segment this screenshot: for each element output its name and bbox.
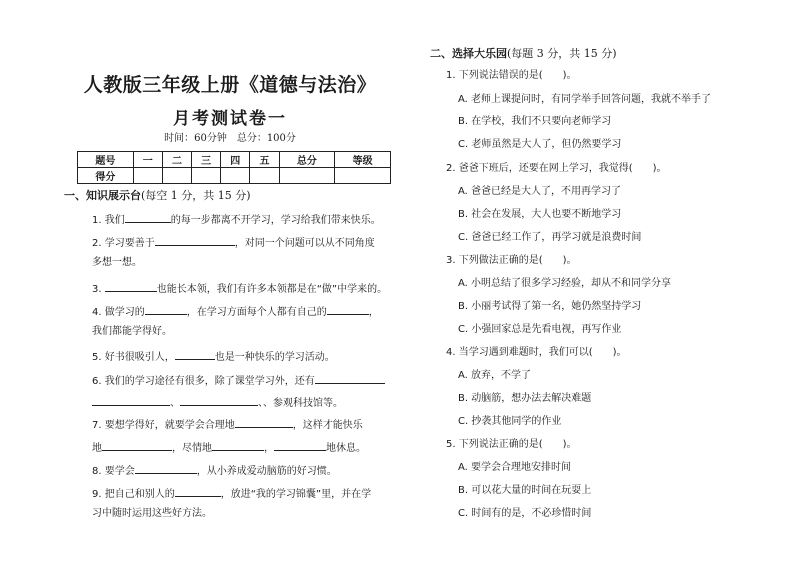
choice-option[interactable]: C. 抄袭其他同学的作业: [458, 416, 562, 427]
score-header-cell: 二: [162, 152, 191, 168]
choice-option[interactable]: C. 爸爸已经工作了，再学习就是浪费时间: [458, 232, 642, 243]
q-text: ，从小养成爱动脑筋的好习惯。: [196, 466, 337, 477]
choice-option[interactable]: C. 时间有的是，不必珍惜时间: [458, 508, 592, 519]
fill-question-4-cont: [92, 325, 172, 339]
q-text: 、: [170, 398, 180, 409]
q-text: 多想一想。: [92, 257, 142, 268]
answer-blank[interactable]: [175, 348, 215, 360]
fill-question-8: [92, 462, 337, 479]
score-row-label: 得分: [78, 168, 134, 184]
answer-blank[interactable]: [274, 439, 326, 451]
choice-option[interactable]: B. 社会在发展，大人也要不断地学习: [458, 209, 622, 220]
score-cell[interactable]: [221, 168, 250, 184]
q-text: 也是一种快乐的学习活动。: [214, 352, 335, 363]
answer-blank[interactable]: [92, 394, 170, 406]
q-text: ，尽情地: [172, 443, 212, 454]
score-cell[interactable]: [162, 168, 191, 184]
choice-option[interactable]: A. 放弃，不学了: [458, 370, 532, 381]
score-cell[interactable]: [192, 168, 221, 184]
fill-question-1: [92, 211, 381, 228]
choice-question-stem: 5. 下列说法正确的是( )。: [446, 439, 577, 450]
choice-option[interactable]: B. 动脑筋，想办法去解决难题: [458, 393, 592, 404]
q-text: 3.: [92, 284, 105, 295]
fill-question-9-cont: [92, 507, 212, 521]
answer-blank[interactable]: [175, 485, 221, 497]
section2-heading: [430, 45, 617, 61]
score-header-cell: 三: [192, 152, 221, 168]
choice-question-stem: 3. 下列做法正确的是( )。: [446, 255, 577, 266]
choice-option[interactable]: A. 爸爸已经是大人了，不用再学习了: [458, 186, 622, 197]
answer-blank[interactable]: [315, 372, 385, 384]
score-header-cell: 总分: [279, 152, 335, 168]
section1-title: 一、知识展示台: [64, 189, 141, 202]
score-table-header-row: [78, 152, 391, 168]
fill-question-6: [92, 372, 385, 389]
fill-question-2: [92, 234, 375, 251]
choice-option[interactable]: B. 小丽考试得了第一名，她仍然坚持学习: [458, 301, 642, 312]
score-cell[interactable]: [133, 168, 162, 184]
answer-blank[interactable]: [180, 394, 258, 406]
answer-blank[interactable]: [155, 234, 235, 246]
score-header-cell: 等级: [335, 152, 391, 168]
fill-question-3: [92, 280, 387, 297]
choice-option[interactable]: A. 老师上课提问时，有同学举手回答问题，我就不举手了: [458, 94, 712, 105]
section2-note: (每题 3 分，共 15 分): [507, 47, 617, 60]
score-table: [77, 151, 391, 184]
section1-heading: [64, 187, 251, 203]
q-text: ，这样才能快乐: [292, 420, 363, 431]
q-text: ，对同一个问题可以从不同角度: [234, 238, 375, 249]
score-cell[interactable]: [250, 168, 279, 184]
answer-blank[interactable]: [102, 439, 172, 451]
choice-option[interactable]: B. 可以花大量的时间在玩耍上: [458, 485, 592, 496]
score-header-cell: 五: [250, 152, 279, 168]
q-text: 6. 我们的学习途径有很多，除了课堂学习外，还有: [92, 376, 315, 387]
choice-option[interactable]: A. 小明总结了很多学习经验，却从不和同学分享: [458, 278, 672, 289]
fill-question-4: [92, 303, 379, 320]
choice-question-stem: 1. 下列说法错误的是( )。: [446, 70, 577, 81]
score-table-score-row: [78, 168, 391, 184]
answer-blank[interactable]: [235, 416, 293, 428]
choice-question-stem: 4. 当学习遇到难题时，我们可以( )。: [446, 347, 627, 358]
score-cell[interactable]: [335, 168, 391, 184]
q-text: 7. 要想学得好，就要学会合理地: [92, 420, 235, 431]
score-header-cell: 一: [133, 152, 162, 168]
q-text: 9. 把自己和别人的: [92, 489, 175, 500]
q-text: 也能长本领，我们有许多本领都是在“做”中学来的。: [156, 284, 388, 295]
q-text: 5. 好书很吸引人，: [92, 352, 175, 363]
choice-option[interactable]: C. 老师虽然是大人了，但仍然要学习: [458, 139, 622, 150]
exam-subtitle: 月考测试卷一: [173, 109, 287, 129]
q-text: ，: [368, 307, 379, 318]
choice-option[interactable]: C. 小强回家总是先看电视，再写作业: [458, 324, 622, 335]
answer-blank[interactable]: [327, 303, 369, 315]
q-text: 的每一步都离不开学习，学习给我们带来快乐。: [170, 215, 381, 226]
choice-question-stem: 2. 爸爸下班后，还要在网上学习，我觉得( )。: [446, 163, 667, 174]
fill-question-6-cont: [92, 394, 343, 411]
fill-question-7: [92, 416, 363, 433]
score-header-cell: 四: [221, 152, 250, 168]
answer-blank[interactable]: [145, 303, 187, 315]
score-header-cell: 题号: [78, 152, 134, 168]
q-text: 习中随时运用这些好方法。: [92, 508, 212, 519]
q-text: 4. 做学习的: [92, 307, 145, 318]
fill-question-2-cont: [92, 256, 142, 270]
fill-question-9: [92, 485, 371, 502]
fill-question-7-cont: [92, 439, 366, 456]
answer-blank[interactable]: [125, 211, 171, 223]
q-text: 2. 学习要善于: [92, 238, 155, 249]
exam-info: 时间：60分钟 总分：100分: [164, 133, 296, 144]
section2-title: 二、选择大乐园: [430, 47, 507, 60]
q-text: 我们都能学得好。: [92, 326, 172, 337]
q-text: 1. 我们: [92, 215, 125, 226]
exam-title: 人教版三年级上册《道德与法治》: [83, 74, 377, 96]
q-text: 8. 要学会: [92, 466, 135, 477]
q-text: 、: [258, 398, 263, 409]
answer-blank[interactable]: [212, 439, 264, 451]
q-text: ，在学习方面每个人都有自己的: [186, 307, 327, 318]
section1-note: (每空 1 分，共 15 分): [141, 189, 251, 202]
q-text: 地: [92, 443, 102, 454]
choice-option[interactable]: A. 要学会合理地安排时间: [458, 462, 572, 473]
score-cell[interactable]: [279, 168, 335, 184]
answer-blank[interactable]: [105, 280, 157, 292]
q-text: 、参观科技馆等。: [263, 398, 343, 409]
q-text: 地休息。: [326, 443, 366, 454]
q-text: ，: [264, 443, 274, 454]
answer-blank[interactable]: [135, 462, 197, 474]
fill-question-5: [92, 348, 335, 365]
q-text: ，放进“我的学习锦囊”里，并在学: [220, 489, 372, 500]
choice-option[interactable]: B. 在学校，我们不只要向老师学习: [458, 116, 612, 127]
